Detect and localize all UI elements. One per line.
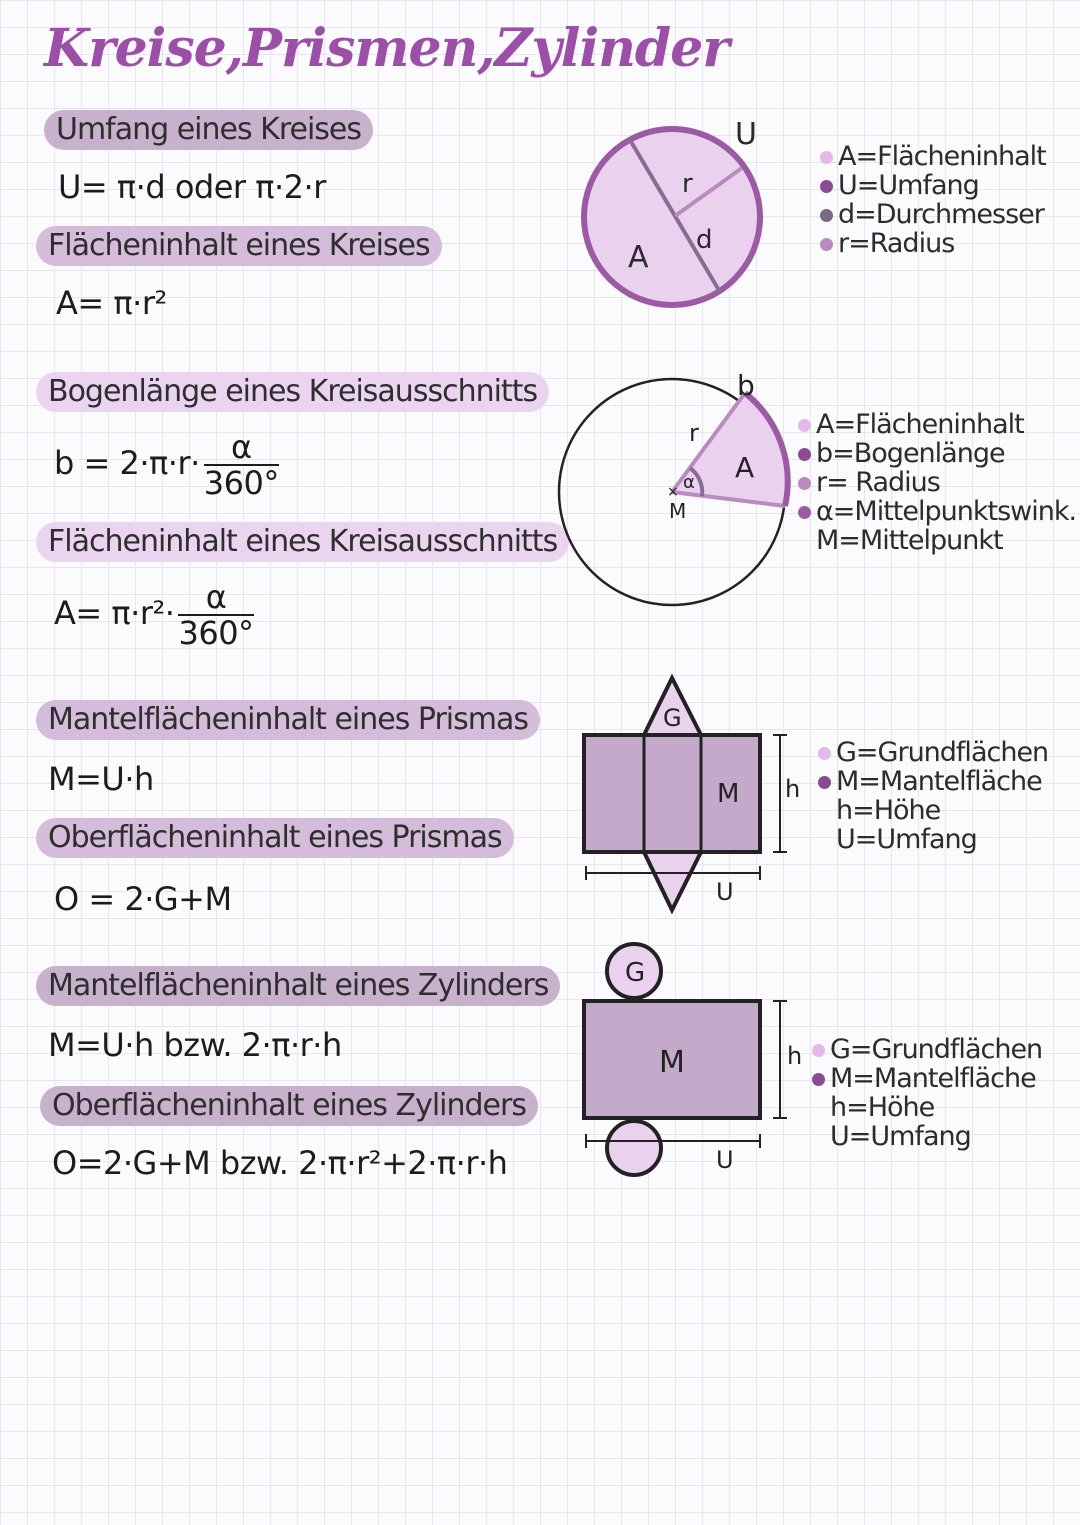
- legend-item: [798, 497, 1076, 526]
- legend-item: [812, 1035, 1042, 1064]
- prism-net-diagram: [575, 672, 810, 920]
- label-h: h: [785, 775, 801, 803]
- fraction-numerator: α: [204, 430, 279, 466]
- color-dot-icon: [818, 776, 831, 789]
- formula-mantel-prisma: M=U·h: [48, 760, 154, 798]
- circle-diagram: [570, 110, 780, 320]
- legend-text: r=Radius: [838, 228, 955, 259]
- legend-item: [812, 1064, 1042, 1093]
- circle-shape: [584, 129, 760, 305]
- color-dot-icon: [798, 477, 811, 490]
- legend-text: b=Bogenlänge: [816, 438, 1005, 469]
- legend-circle: [820, 142, 1046, 258]
- fraction: [204, 430, 279, 500]
- label-U: U: [716, 1146, 734, 1174]
- legend-text: A=Flächeninhalt: [816, 409, 1024, 440]
- color-dot-icon: [812, 1073, 825, 1086]
- cylinder-net-diagram: [575, 940, 810, 1180]
- color-dot-icon: [820, 180, 833, 193]
- heading-flaeche-ausschnitt: Flächeninhalt eines Kreisausschnitts: [36, 522, 569, 562]
- formula-ober-zylinder: O=2·G+M bzw. 2·π·r²+2·π·r·h: [52, 1144, 508, 1182]
- label-A: A: [735, 451, 755, 484]
- color-dot-icon: [798, 448, 811, 461]
- label-A: A: [628, 240, 649, 275]
- label-b: b: [737, 369, 755, 402]
- legend-item: [798, 526, 1076, 555]
- legend-item: [812, 1122, 1042, 1151]
- fraction: [178, 580, 253, 650]
- legend-item: [818, 738, 1048, 767]
- heading-umfang-kreis: Umfang eines Kreises: [44, 110, 373, 150]
- label-alpha: α: [683, 472, 695, 493]
- legend-item: [798, 439, 1076, 468]
- page-title: Kreise,Prismen,Zylinder: [44, 18, 729, 79]
- legend-item: [798, 468, 1076, 497]
- legend-text: U=Umfang: [836, 824, 977, 855]
- legend-sector: [798, 410, 1076, 555]
- legend-item: [812, 1093, 1042, 1122]
- label-r: r: [689, 419, 699, 447]
- legend-item: [818, 767, 1048, 796]
- color-dot-icon: [820, 209, 833, 222]
- label-M: M: [659, 1045, 685, 1080]
- legend-text: U=Umfang: [838, 170, 979, 201]
- sector-diagram: [555, 365, 795, 615]
- formula-ausschnitt-prefix: A= π·r²·: [54, 594, 175, 632]
- formula-flaeche-kreis: A= π·r²: [56, 284, 167, 322]
- label-G: G: [625, 958, 646, 988]
- legend-item: [798, 410, 1076, 439]
- label-U: U: [716, 878, 734, 906]
- heading-ober-prisma: Oberflächeninhalt eines Prismas: [36, 818, 514, 858]
- formula-ober-prisma: O = 2·G+M: [54, 880, 232, 918]
- label-M: M: [717, 779, 740, 809]
- formula-umfang-kreis: U= π·d oder π·2·r: [58, 168, 326, 206]
- formula-bogenlaenge: [54, 430, 279, 500]
- fraction-denominator: 360°: [178, 614, 254, 652]
- formula-bogen-prefix: b = 2·π·r·: [54, 444, 200, 482]
- legend-text: M=Mittelpunkt: [816, 525, 1003, 556]
- legend-text: M=Mantelfläche: [830, 1063, 1036, 1094]
- label-G: G: [663, 704, 682, 732]
- legend-text: G=Grundflächen: [830, 1034, 1043, 1065]
- legend-text: α=Mittelpunktswink.: [816, 496, 1077, 527]
- heading-bogenlaenge: Bogenlänge eines Kreisausschnitts: [36, 372, 549, 412]
- color-dot-icon: [820, 151, 833, 164]
- legend-item: [820, 200, 1046, 229]
- legend-text: G=Grundflächen: [836, 737, 1049, 768]
- legend-cylinder: [812, 1035, 1042, 1151]
- heading-mantel-prisma: Mantelflächeninhalt eines Prismas: [36, 700, 540, 740]
- cylinder-bottom-circle: [607, 1121, 661, 1175]
- legend-text: M=Mantelfläche: [836, 766, 1042, 797]
- legend-text: d=Durchmesser: [838, 199, 1044, 230]
- formula-mantel-zylinder: M=U·h bzw. 2·π·r·h: [48, 1026, 342, 1064]
- fraction-numerator: α: [178, 580, 253, 616]
- heading-mantel-zylinder: Mantelflächeninhalt eines Zylinders: [36, 966, 560, 1006]
- heading-flaeche-kreis: Flächeninhalt eines Kreises: [36, 226, 442, 266]
- label-d: d: [696, 225, 713, 255]
- heading-ober-zylinder: Oberflächeninhalt eines Zylinders: [40, 1086, 538, 1126]
- label-U: U: [735, 117, 757, 152]
- center-mark: ×: [667, 484, 679, 500]
- legend-item: [818, 796, 1048, 825]
- legend-prism: [818, 738, 1048, 854]
- legend-text: h=Höhe: [830, 1092, 935, 1123]
- legend-text: A=Flächeninhalt: [838, 141, 1046, 172]
- formula-flaeche-ausschnitt: [54, 580, 254, 650]
- legend-text: U=Umfang: [830, 1121, 971, 1152]
- fraction-denominator: 360°: [203, 464, 279, 502]
- label-r: r: [682, 169, 693, 199]
- color-dot-icon: [820, 238, 833, 251]
- legend-item: [820, 142, 1046, 171]
- color-dot-icon: [798, 419, 811, 432]
- legend-text: r= Radius: [816, 467, 940, 498]
- label-h: h: [787, 1042, 803, 1070]
- color-dot-icon: [818, 747, 831, 760]
- prism-bottom-triangle: [644, 852, 701, 910]
- color-dot-icon: [812, 1044, 825, 1057]
- color-dot-icon: [798, 506, 811, 519]
- label-M: M: [669, 499, 687, 523]
- legend-text: h=Höhe: [836, 795, 941, 826]
- legend-item: [820, 171, 1046, 200]
- legend-item: [820, 229, 1046, 258]
- legend-item: [818, 825, 1048, 854]
